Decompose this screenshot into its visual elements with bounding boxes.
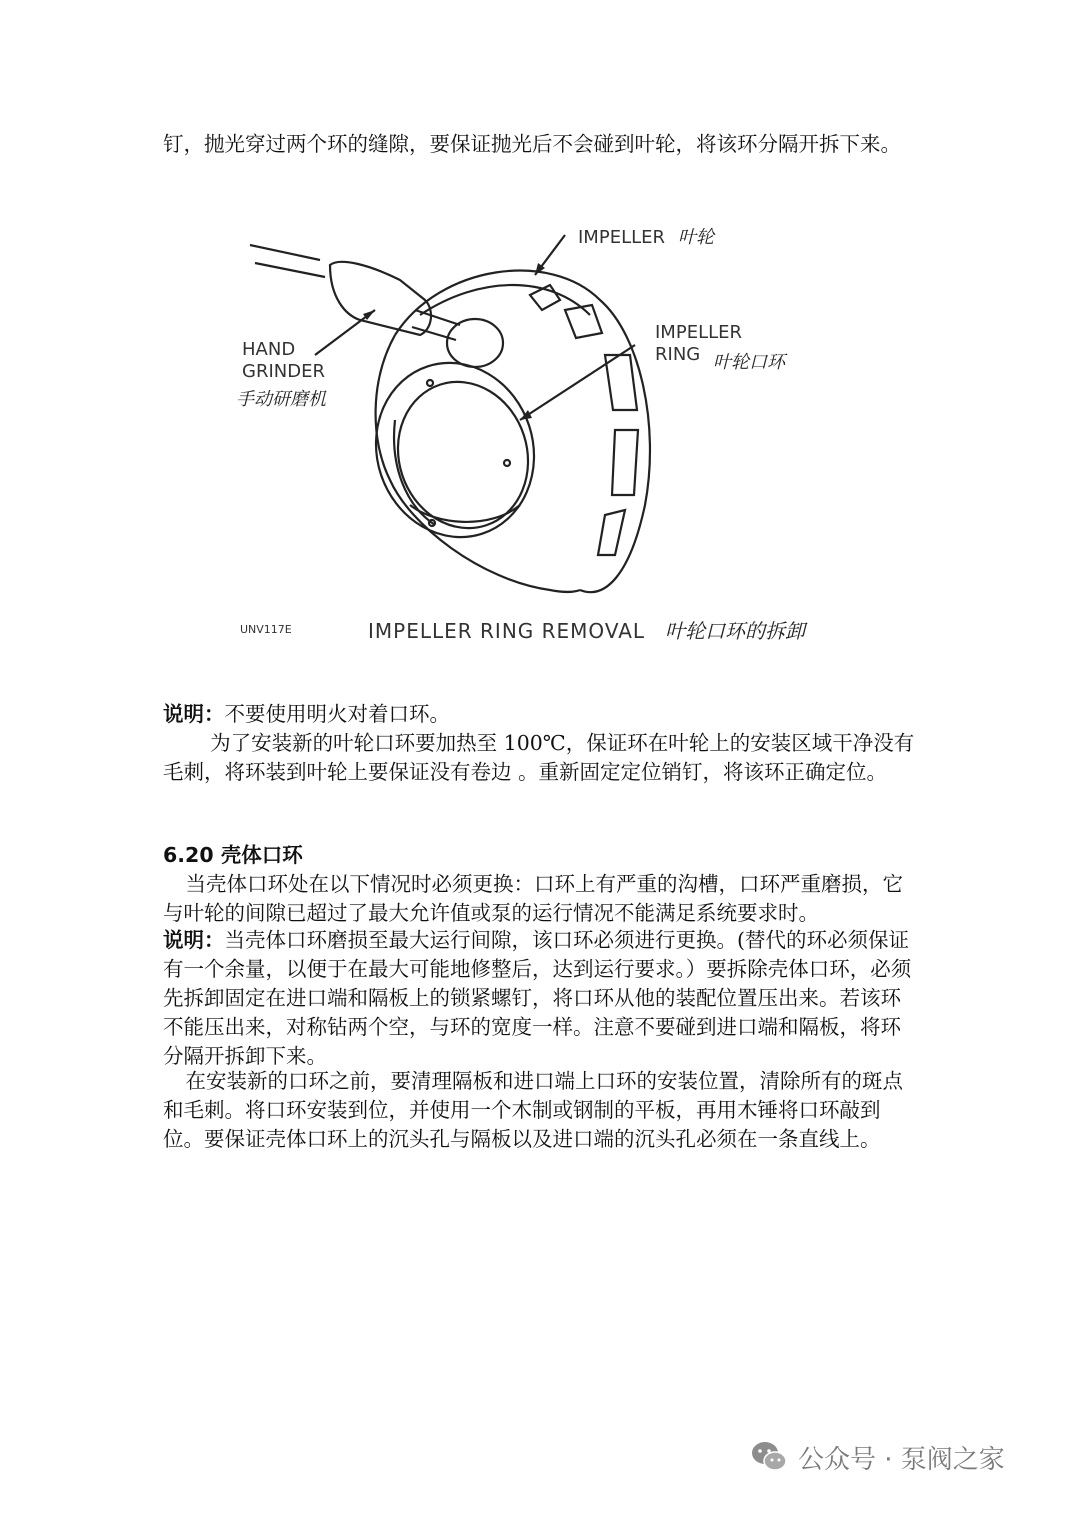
wechat-icon	[748, 1436, 790, 1478]
impeller-ring-label-2: RING	[655, 344, 701, 365]
watermark	[748, 1432, 1005, 1482]
watermark-text: 公众号 · 泵阀之家	[798, 1444, 1005, 1475]
note-1-text: 不要使用明火对着口环。	[224, 702, 450, 726]
paragraph-2: 当壳体口环处在以下情况时必须更换：口环上有严重的沟槽，口环严重磨损，它与叶轮的间隙已超过了最大允许值或泵的运行情况不能满足系统要求时。	[163, 872, 904, 925]
impeller-label: IMPELLER	[578, 227, 666, 248]
note-2	[163, 926, 918, 1071]
note-2-label: 说明：	[163, 928, 225, 952]
hand-grinder-label-1: HAND	[242, 339, 296, 360]
figure-caption: IMPELLER RING REMOVAL	[368, 619, 646, 643]
figure-caption-handwritten: 叶轮口环的拆卸	[665, 619, 805, 643]
note-2-text: 当壳体口环磨损至最大运行间隙，该口环必须进行更换。(替代的环必须保证有一个余量，以便于在最大可能地修整后，达到运行要求。）要拆除壳体口环，必须先拆卸固定在进口端和隔板上的锁紧螺钉，将口环从他的装配位置压出来。若该环不能压出来，对称钻两个空，与环的宽度一样。注意不要碰到进口端和隔板，将环分隔开拆卸下来。	[163, 928, 912, 1068]
impeller-ring-label-1: IMPELLER	[655, 322, 743, 343]
hand-grinder-handwritten: 手动研磨机	[236, 389, 326, 410]
impeller-handwritten: 叶轮	[678, 227, 714, 248]
note-1	[163, 700, 918, 729]
paragraph-1: 为了安装新的叶轮口环要加热至 100℃，保证环在叶轮上的安装区域干净没有毛刺，将环装到叶轮上要保证没有卷边 。重新固定定位销钉，将该环正确定位。	[163, 731, 915, 784]
section-heading: 6.20 壳体口环	[163, 843, 303, 867]
paragraph-3: 在安装新的口环之前，要清理隔板和进口端上口环的安装位置，清除所有的斑点和毛刺。将口环安装到位，并使用一个木制或钢制的平板，再用木锤将口环敲到位。要保证壳体口环上的沉头孔与隔板以及进口端的沉头孔必须在一条直线上。	[163, 1069, 904, 1151]
impeller-ring-removal-figure	[220, 205, 870, 695]
top-line: 钉，抛光穿过两个环的缝隙，要保证抛光后不会碰到叶轮，将该环分隔开拆下来。	[163, 132, 901, 156]
impeller-ring-handwritten: 叶轮口环	[713, 352, 785, 373]
hand-grinder-label-2: GRINDER	[242, 361, 325, 382]
figure-code: UNV117E	[240, 623, 292, 636]
note-1-label: 说明：	[163, 702, 225, 726]
